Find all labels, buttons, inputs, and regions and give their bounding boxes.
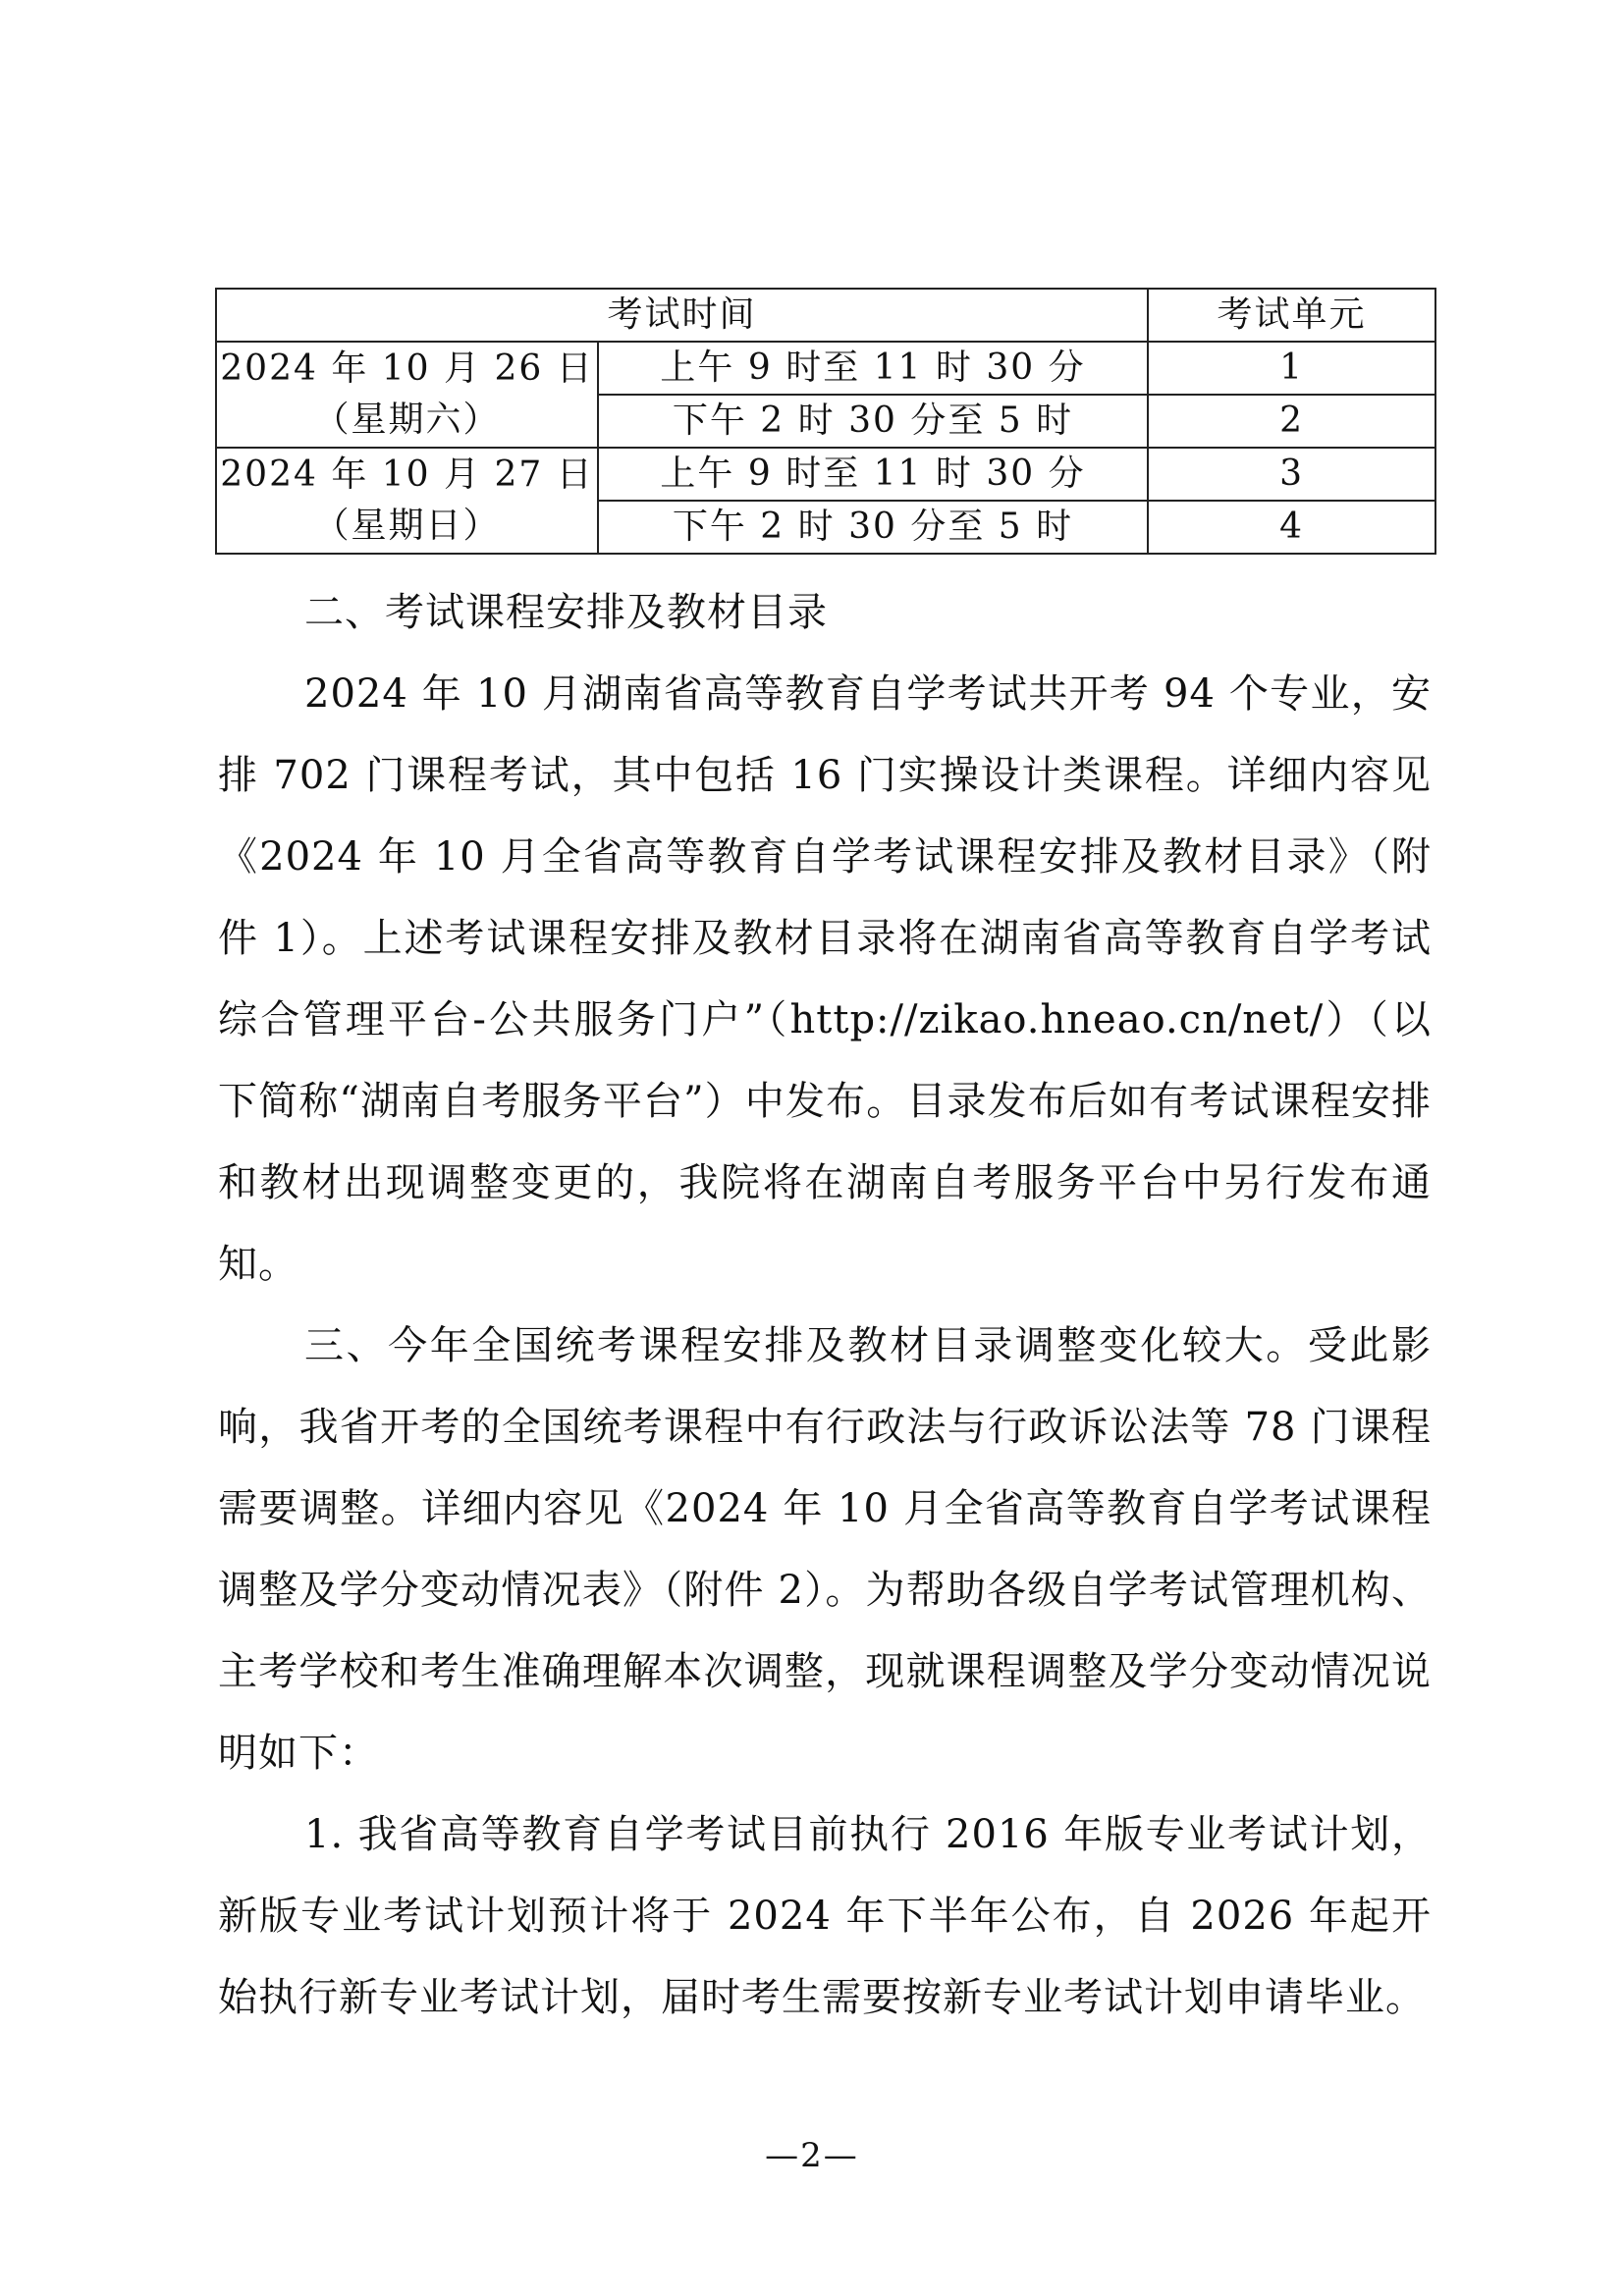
session-time: 下午 2 时 30 分至 5 时 [598,395,1148,448]
table-header-row [216,289,1435,342]
session-time: 上午 9 时至 11 时 30 分 [598,448,1148,501]
item-1-paragraph: 1. 我省高等教育自学考试目前执行 2016 年版专业考试计划，新版专业考试计划预计将于 2024 年下半年公布，自 2026 年起开始执行新专业考试计划，届时考生需要按新专业考试计划申请毕业。 [218,1812,1432,2020]
session-time: 上午 9 时至 11 时 30 分 [598,342,1148,395]
day-2-weekday: （星期日） [313,506,501,546]
day-2-date-cell [216,448,598,554]
page-number: —2— [765,2136,859,2175]
session-time: 下午 2 时 30 分至 5 时 [598,501,1148,554]
session-unit: 4 [1148,501,1435,554]
exam-schedule-table [215,288,1436,555]
day-1-weekday: （星期六） [313,400,501,440]
session-unit: 3 [1148,448,1435,501]
day-2-date: 2024 年 10 月 27 日 [220,454,594,495]
session-unit: 2 [1148,395,1435,448]
section-3-paragraph: 三、今年全国统考课程安排及教材目录调整变化较大。受此影响，我省开考的全国统考课程中有行政法与行政诉讼法等 78 门课程需要调整。详细内容见《2024 年 10 月全省高等教育自学考试课程调整及学分变动情况表》（附件 2）。为帮助各级自学考试管理机构、主考学校和考生准确理解本次调整，现就课程调整及学分变动情况说明如下： [218,1323,1432,1776]
table-row [216,448,1435,501]
day-1-date-cell [216,342,598,448]
session-unit: 1 [1148,342,1435,395]
header-exam-unit: 考试单元 [1148,289,1435,342]
table-row [216,342,1435,395]
section-2-paragraph: 2024 年 10 月湖南省高等教育自学考试共开考 94 个专业，安排 702 门课程考试，其中包括 16 门实操设计类课程。详细内容见《2024 年 10 月全省高等教育自学考试课程安排及教材目录》（附件 1）。上述考试课程安排及教材目录将在湖南省高等教育自学考试综合管理平台-公共服务门户”（http://zikao.hneao.cn/net/）（以下简称“湖南自考服务平台”）中发布。目录发布后如有考试课程安排和教材出现调整变更的，我院将在湖南自考服务平台中另行发布通知。 [218,671,1432,1287]
day-1-date: 2024 年 10 月 26 日 [220,348,594,389]
header-exam-time: 考试时间 [216,289,1148,342]
section-2-heading: 二、考试课程安排及教材目录 [304,590,828,635]
